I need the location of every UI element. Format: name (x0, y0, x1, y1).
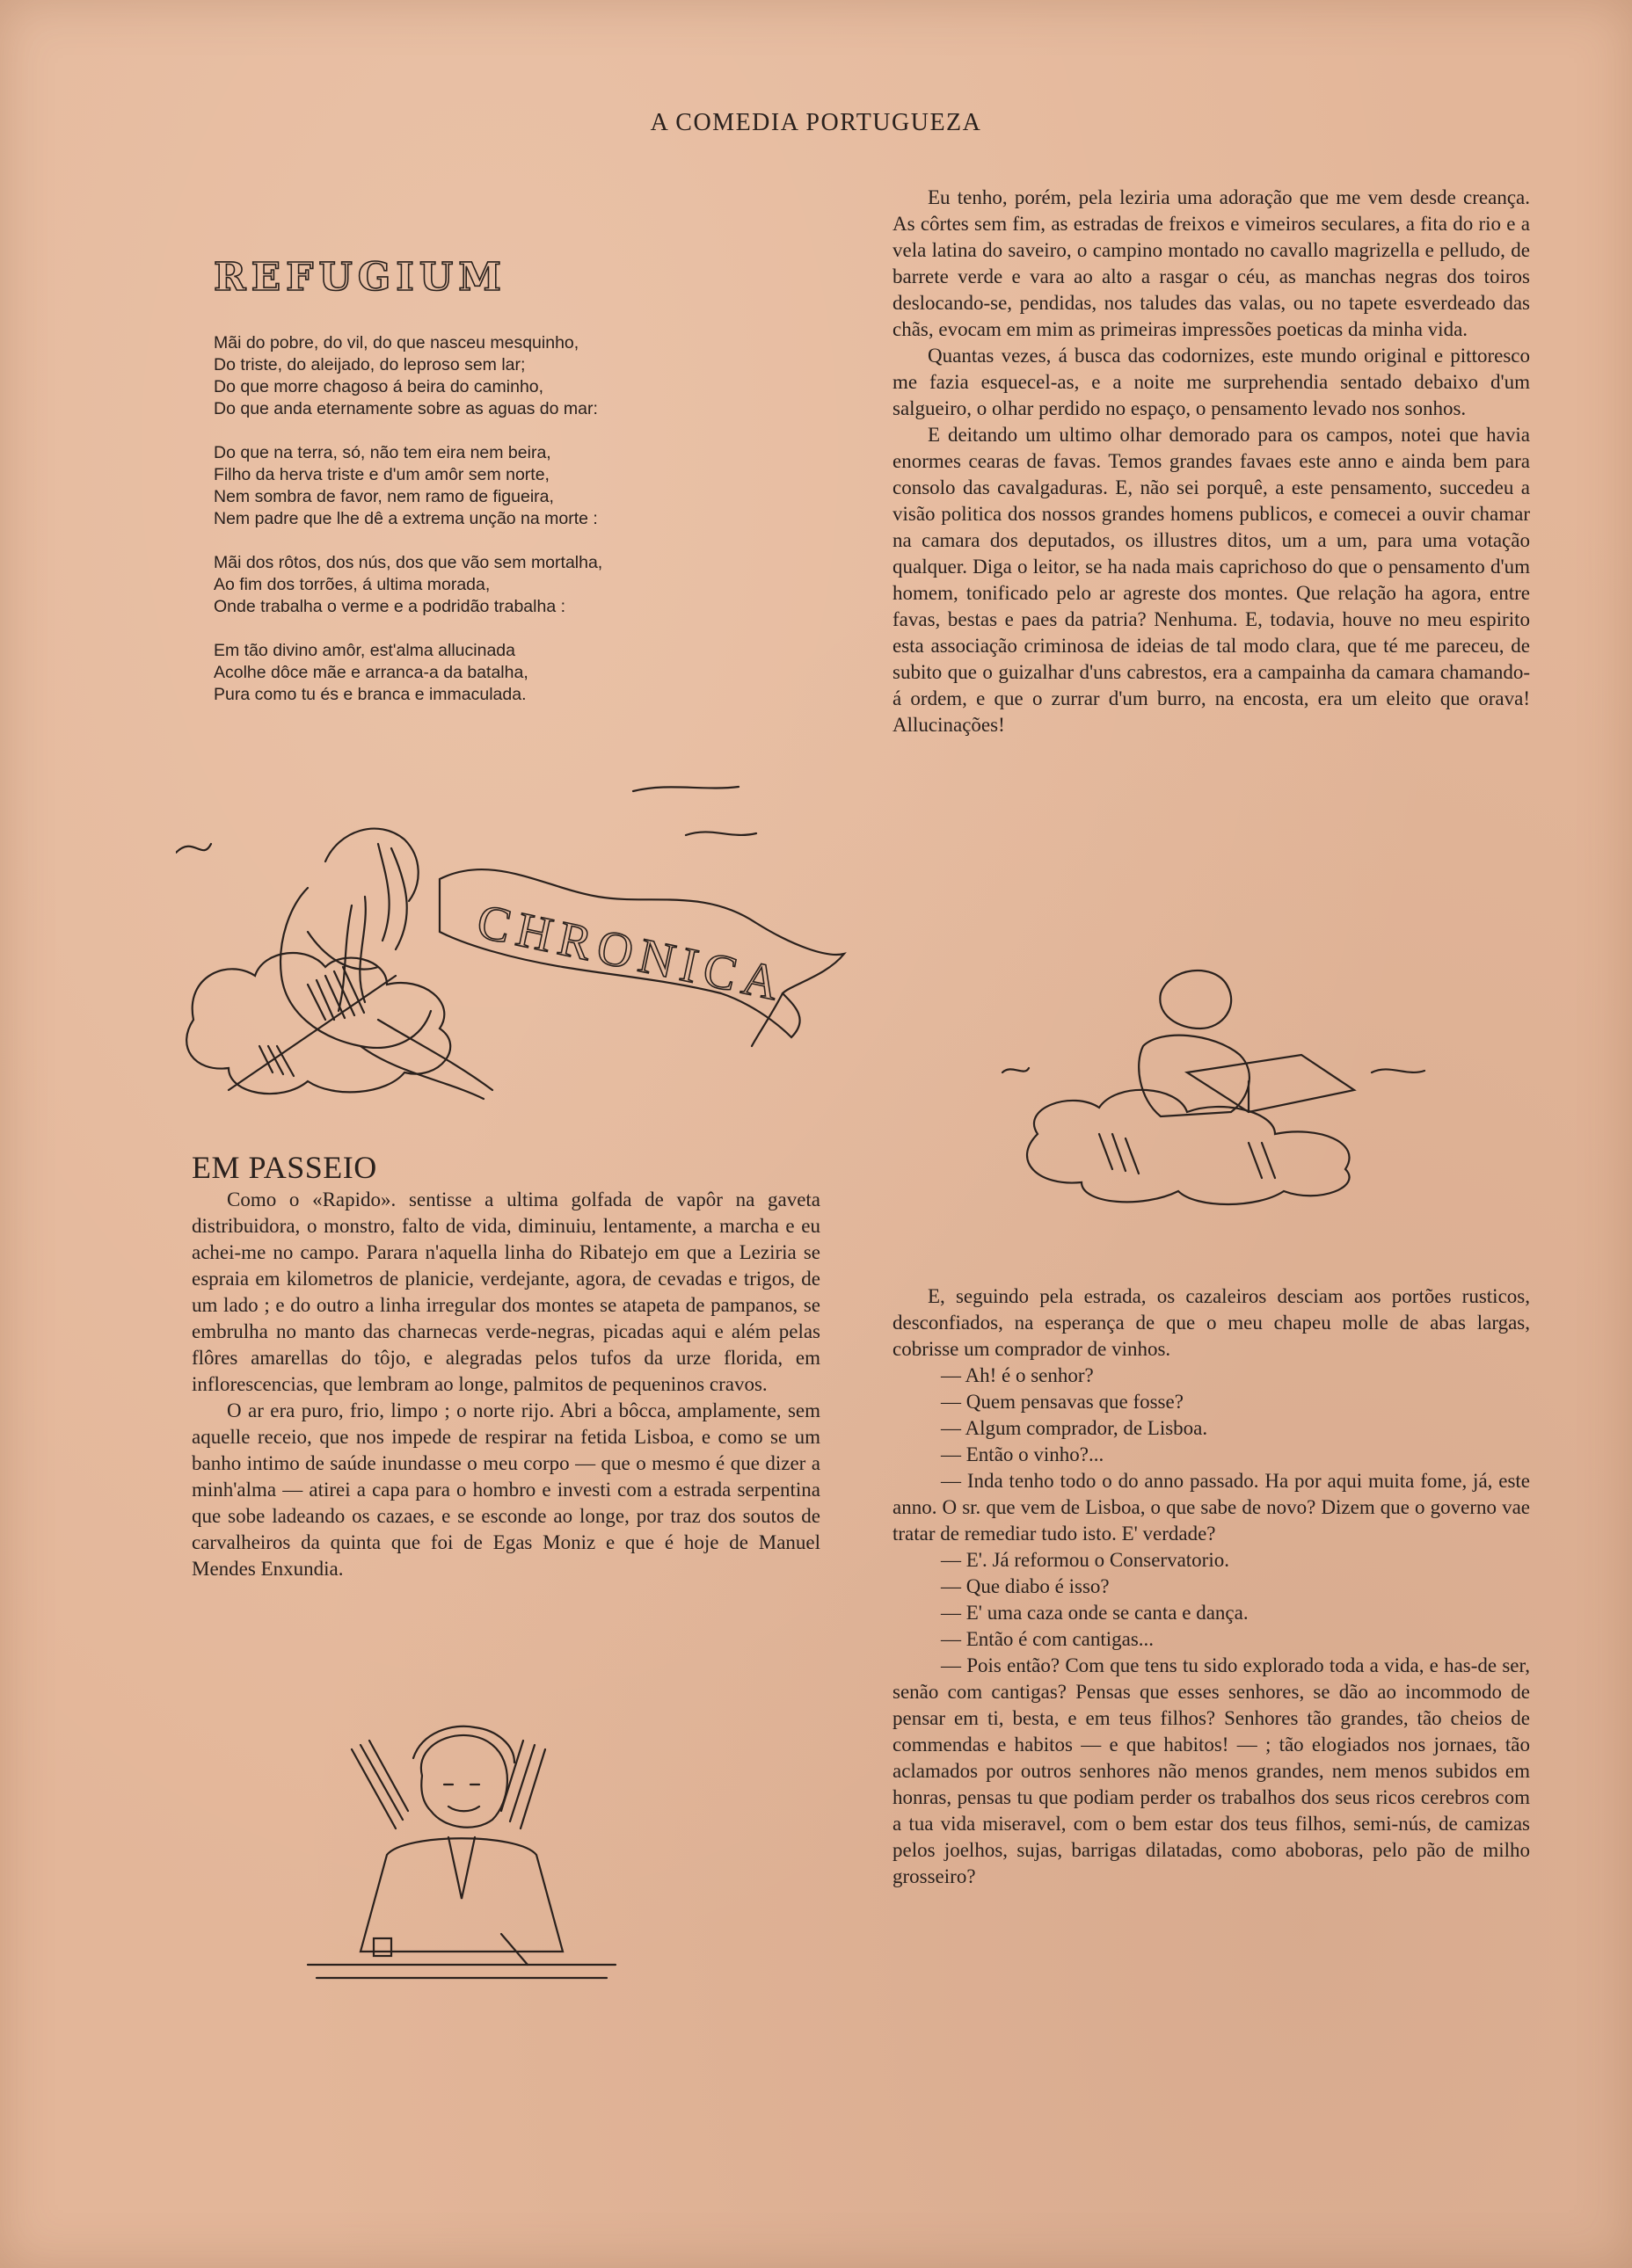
article-paragraph: Quantas vezes, á busca das codornizes, este mundo original e pittoresco me fazia esquecel-as, e a noite me surprehendia sentado debaixo d'um salgueiro, o olhar perdido no espaço, o pensamento levado nos sonhos. (892, 345, 1530, 419)
article-paragraph: Como o «Rapido». sentisse a ultima golfada de vapôr na gaveta distribuidora, o monstro, falto de vida, diminuiu, lentamente, a marcha e eu achei-me no campo. Parara n'aquella linha do Ribatejo em que a Leziria se espraia em kilometros de planicie, verdejante, agora, de cevadas e trigos, de um lado ; e do outro a linha irregular dos montes se atapeta de pampanos, se embrulha no manto das charnecas verde-negras, picadas aqui e além pelas flôres amarellas do tôjo, e alegradas pelos tufos da urze florida, em inflorescencias, que lembram ao longe, palmitos de pequeninos cravos. (192, 1189, 820, 1395)
poem-line: Ao fim dos torrões, á ultima morada, (214, 575, 491, 594)
poem-line: Filho da herva triste e d'um amôr sem norte, (214, 465, 550, 484)
poem-line: Nem padre que lhe dê a extrema unção na morte : (214, 509, 598, 528)
chronica-illustration (176, 756, 853, 1134)
dialog-line: — Ah! é o senhor? (941, 1364, 1094, 1386)
poem-stanza (214, 442, 776, 530)
dialog-line: — Então é com cantigas... (941, 1628, 1155, 1650)
poem-title: REFUGIUM (214, 255, 506, 300)
running-head: A COMEDIA PORTUGUEZA (650, 109, 982, 136)
section-title: EM PASSEIO (192, 1150, 377, 1185)
poem-line: Mãi do pobre, do vil, do que nasceu mesquinho, (214, 333, 579, 353)
dialog-line: — Algum comprador, de Lisboa. (941, 1417, 1208, 1439)
poem-line: Do que na terra, só, não tem eira nem beira, (214, 443, 551, 462)
dialog-line: — Quem pensavas que fosse? (941, 1391, 1184, 1413)
article-paragraph: O ar era puro, frio, limpo ; o norte rijo. Abri a bôcca, amplamente, sem aquelle receio, que nos impede de respirar na fetida Lisboa, e como se um banho intimo de saúde inundasse o meu corpo — que o mesmo é que dizer a minh'alma — atirei a capa para o hombro e investi com a estrada serpentina que sobe ladeando os cazaes, e se esconde ao longe, por traz dos soutos de carvalheiros da quinta que foi de Egas Moniz e que é hoje de Manuel Mendes Enxundia. (192, 1399, 820, 1580)
poem-line: Acolhe dôce mãe e arranca-a da batalha, (214, 663, 528, 682)
poem-line: Onde trabalha o verme e a podridão trabalha : (214, 597, 566, 616)
article-paragraph: E, seguindo pela estrada, os cazaleiros desciam aos portões rusticos, desconfiados, na esperança de que o meu chapeu molle de abas largas, cobrisse um comprador de vinhos. (892, 1285, 1530, 1360)
dialog-line: — E' uma caza onde se canta e dança. (941, 1602, 1249, 1624)
dialog-line: — E'. Já reformou o Conservatorio. (941, 1549, 1229, 1571)
article-column-right-top (892, 185, 1530, 738)
poem-line: Mãi dos rôtos, dos nús, dos que vão sem mortalha, (214, 553, 603, 572)
poem-stanza (214, 552, 776, 618)
chronica-banner-text: CHRONICA (472, 894, 790, 1013)
article-column-left (192, 1187, 820, 1582)
dialog-line: — Então o vinho?... (941, 1443, 1104, 1465)
poem-line: Em tão divino amôr, est'alma allucinada (214, 641, 515, 660)
poem-line: Nem sombra de favor, nem ramo de figueira, (214, 487, 554, 506)
poem-line: Pura como tu és e branca e immaculada. (214, 685, 527, 704)
dialog-line: — Inda tenho todo o do anno passado. Ha por aqui muita fome, já, este anno. O sr. que vem de Lisboa, o que sabe de novo? Dizem que o governo vae tratar de remediar tudo isto. E' verdade? (892, 1470, 1530, 1545)
poem-line: Do que morre chagoso á beira do caminho, (214, 377, 544, 396)
dialog-line: — Pois então? Com que tens tu sido explorado toda a vida, e has-de ser, senão com cantigas? Pensas que esses senhores, se dão ao incommodo de pensar em ti, besta, e em teus filhos? Senhores tão grandes, tão cheios de commendas e habitos — e que habitos! — ; tão elogiados nos jornaes, tão aclamados por outros senhores não menos grandes, nem menos subidos em honras, pensas tu que podiam perder os trabalhos dos seus ricos cerebros com a tua vida miseravel, com o bem estar dos teus filhos, semi-nús, de camizas pelos joelhos, sujas, barrigas dilatadas, como aboboras, pelo pão de milho grosseiro? (892, 1654, 1530, 1887)
dialog-line: — Que diabo é isso? (941, 1575, 1110, 1597)
cherub-illustration (985, 958, 1442, 1222)
poem-stanza (214, 332, 776, 420)
poem (214, 332, 776, 728)
article-paragraph: Eu tenho, porém, pela leziria uma adoração que me vem desde creança. As côrtes sem fim, as estradas de freixos e vimeiros seculares, a fita do rio e a vela latina do saveiro, o campino montado no cavallo magrizella e pelludo, de barrete verde e vara ao alto a rasgar o céu, as manchas negras dos toiros deslocando-se, pendidas, nos taludes das valas, ou no tapete esverdeado das chãs, evocam em mim as primeiras impressões poeticas da minha vida. (892, 186, 1530, 340)
caricature-illustration (299, 1723, 624, 1987)
poem-stanza (214, 640, 776, 706)
article-paragraph: E deitando um ultimo olhar demorado para os campos, notei que havia enormes cearas de favas. Temos grandes favaes este anno e ainda bem para consolo das cavalgaduras. E, não sei porquê, a este pensamento, succedeu a visão politica dos nossos grandes homens publicos, e comecei a ouvir chamar na camara dos deputados, os illustres ditos, um a um, para uma votação qualquer. Diga o leitor, se ha nada mais caprichoso do que o pensamento d'um homem, tonificado pelo ar agreste dos montes. Que relação ha agora, entre favas, bestas e paes da patria? Nenhuma. E, todavia, houve no meu espirito esta associação criminosa de ideias de tal modo clara, que té me pareceu, de subito que o guizalhar d'uns cabrestos, era a campainha da camara chamando-á ordem, e que o zurrar d'um burro, na encosta, era um eleito que orava! Allucinações! (892, 424, 1530, 736)
article-column-right-bottom (892, 1283, 1530, 1890)
poem-line: Do triste, do aleijado, do leproso sem lar; (214, 355, 526, 374)
poem-line: Do que anda eternamente sobre as aguas do mar: (214, 399, 598, 418)
